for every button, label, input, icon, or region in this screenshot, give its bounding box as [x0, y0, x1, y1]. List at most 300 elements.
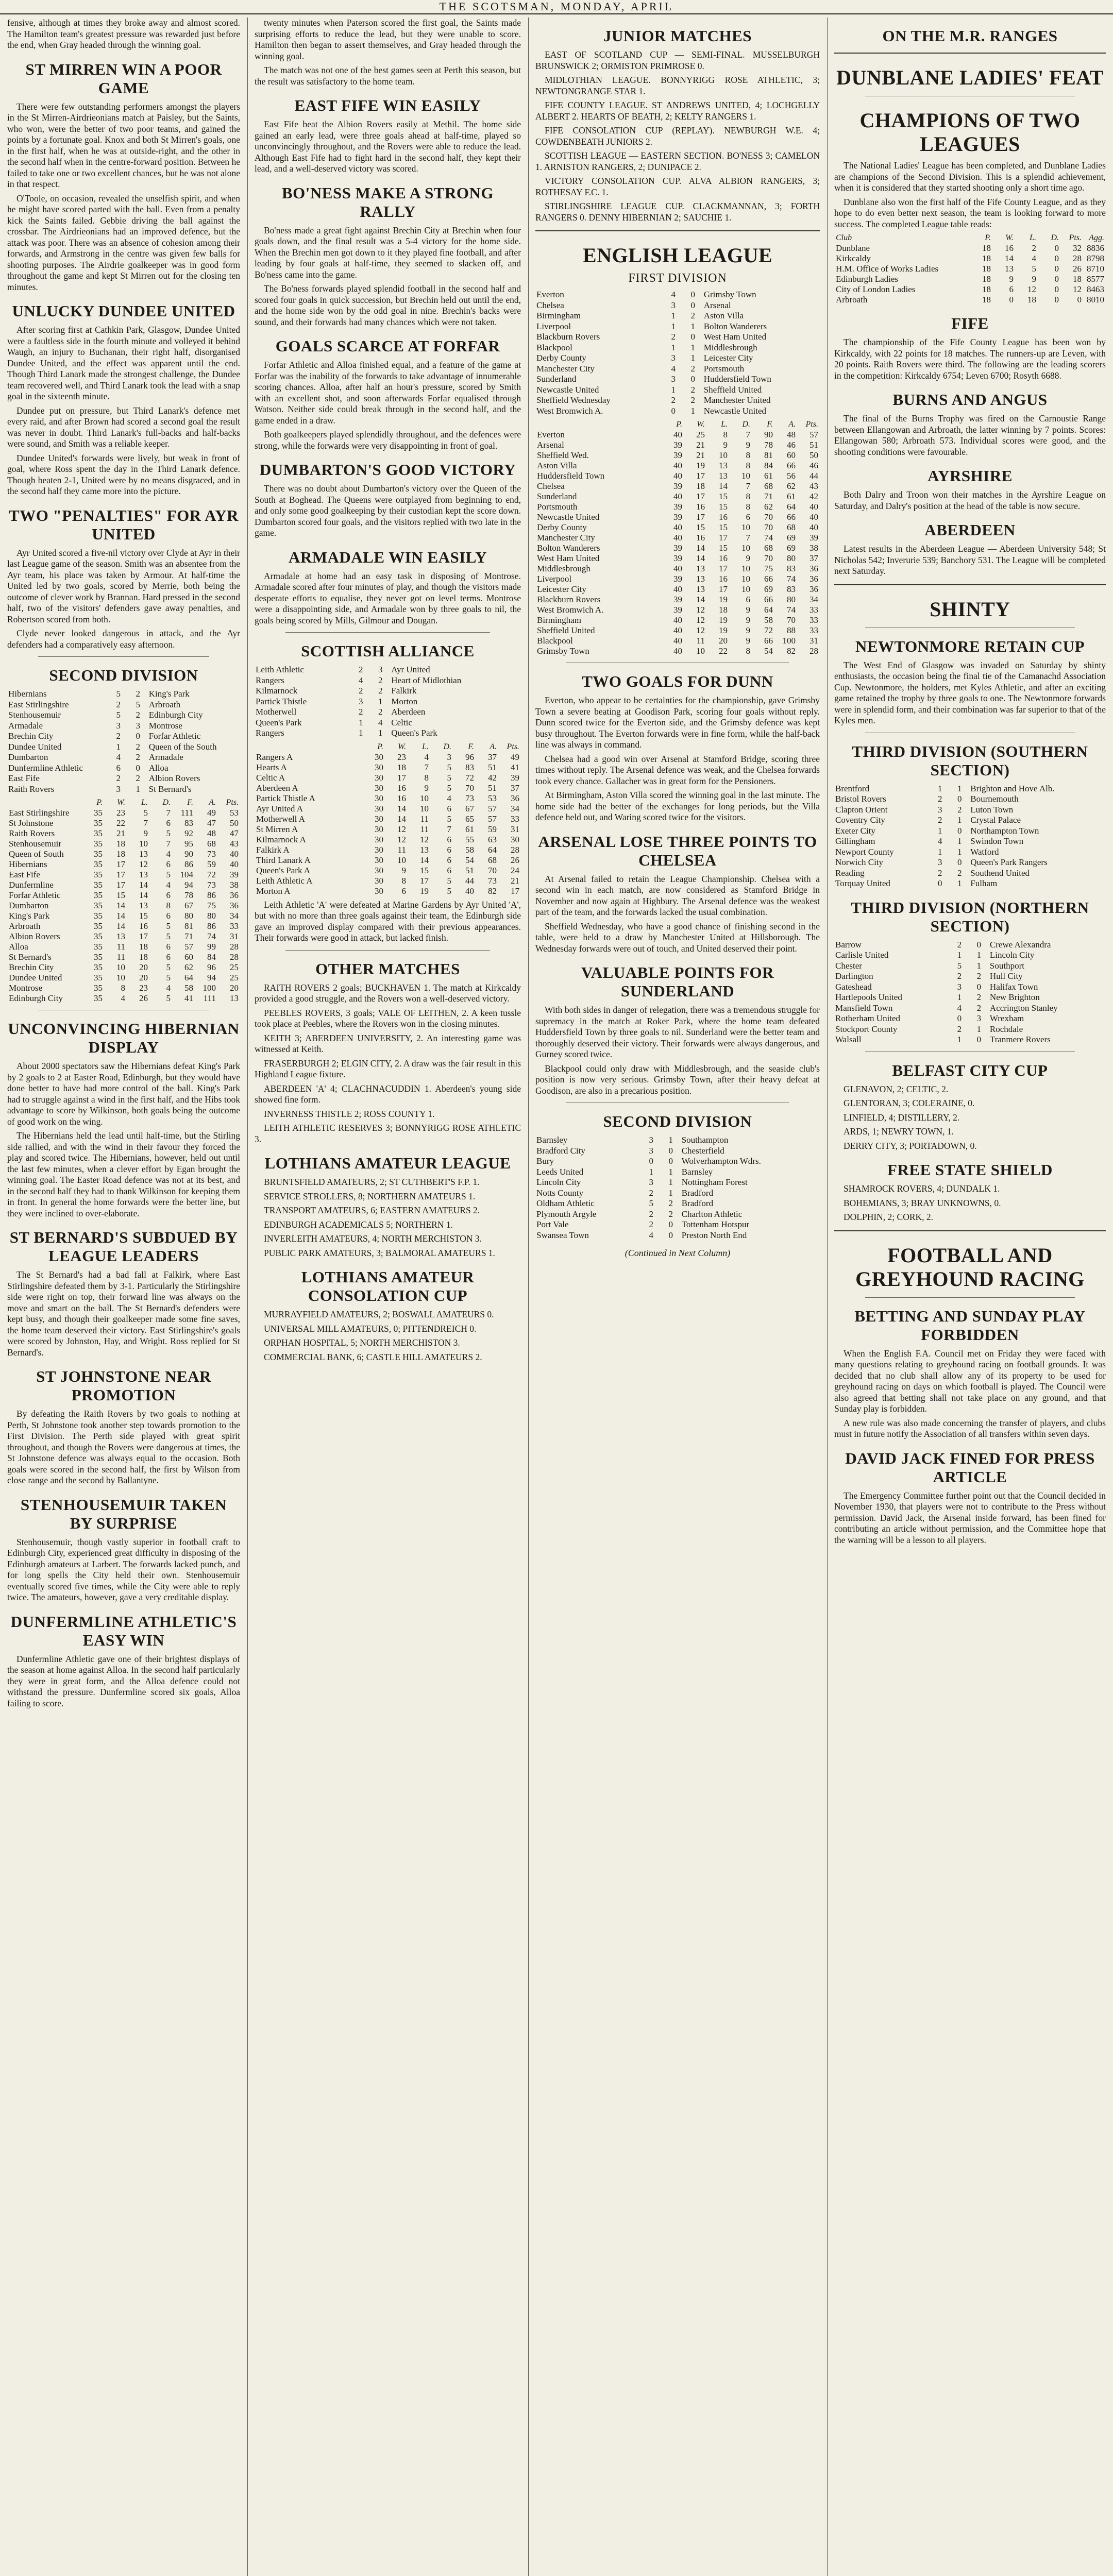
stat-cell: 8 [746, 492, 750, 501]
article-body [255, 18, 521, 87]
stat-cell: 66 [764, 595, 773, 604]
away-team: Bradford [681, 1198, 714, 1208]
table-row [535, 595, 820, 605]
score: 0 [668, 1219, 673, 1229]
stat-cell: 25 [230, 973, 239, 982]
score: 1 [671, 342, 676, 352]
stat-cell: 39 [673, 502, 682, 512]
score: 3 [671, 353, 676, 363]
score: 2 [938, 794, 942, 804]
stat-cell: 23 [139, 983, 148, 993]
result-row [255, 686, 521, 697]
score: 2 [938, 868, 942, 878]
stat-cell: 25 [230, 962, 239, 972]
article-paragraph: KEITH 3; ABERDEEN UNIVERSITY, 2. An interesting game was witnessed at Keith. [255, 1032, 521, 1054]
away-team: Luton Town [970, 804, 1014, 815]
stat-cell: 18 [982, 243, 991, 253]
article-paragraph: TRANSPORT AMATEURS, 6; EASTERN AMATEURS 2. [264, 1205, 480, 1215]
stat-cell: 8 [746, 502, 750, 512]
article-paragraph: Ayr United scored a five-nil victory over Clyde at Ayr in their last League game of the season. Smith was an absentee from the Ayr team, his place was taken by Armour. At half-time the United led by two goals, scored by Merrie, both being the outcome of clever work by Brannan. Hard pressed in the second half, two of the visitors' defenders gave away penalties, and Robertson scored from both. [7, 547, 240, 624]
home-team: East Fife [8, 773, 40, 783]
away-team: Fulham [970, 878, 998, 888]
article-paragraph: MURRAYFIELD AMATEURS, 2; BOSWALL AMATEURS 0. [264, 1309, 494, 1319]
article-paragraph: East Fife beat the Albion Rovers easily at Methil. The home side gained an early lead, were three goals ahead at half-time, played so unconvincingly throughout, and the Rovers were able to reduce the lead. Although East Fife had to fight hard in the second half, they kept their lead, and a well-deserved victory was scored. [255, 119, 521, 174]
score: 2 [976, 1003, 982, 1013]
table-row [7, 942, 240, 952]
stat-cell: 6 [166, 818, 171, 828]
stat-cell: 7 [746, 533, 750, 543]
article-body [255, 483, 521, 539]
results-table [7, 689, 240, 794]
home-team: Motherwell [256, 707, 297, 717]
stat-cell: 47 [207, 818, 216, 828]
club-name: Albion Rovers [9, 931, 60, 941]
stat-cell: 39 [230, 870, 239, 879]
article-paragraph: Dunfermline Athletic gave one of their brightest displays of the season at home against Alloa. In the second half particularly they were in great form, and the Alloa defence could not withstand the pressure. Dunfermline scored six goals, Alloa failing to score. [7, 1653, 240, 1708]
stat-cell: 5 [166, 973, 171, 982]
headline: BURNS AND ANGUS [892, 391, 1048, 409]
table-row [7, 993, 240, 1004]
stat-cell: 12 [696, 605, 705, 615]
column-header: D. [742, 420, 750, 429]
headline: ON THE M.R. RANGES [882, 27, 1058, 45]
stat-cell: 42 [488, 772, 497, 783]
article-paragraph: COMMERCIAL BANK, 6; CASTLE HILL AMATEURS 2. [264, 1351, 482, 1362]
stat-cell: 7 [143, 818, 148, 828]
article-paragraph: GLENAVON, 2; CELTIC, 2. [844, 1083, 949, 1094]
divider [285, 632, 490, 633]
score: 0 [957, 1013, 962, 1023]
away-team: Southport [989, 960, 1024, 971]
score: 5 [649, 1198, 653, 1208]
column-header [7, 798, 81, 808]
article-paragraph: Armadale at home had an easy task in disposing of Montrose. Armadale scored after four minutes of play, and though the visitors made desperate efforts to equalise, they never got on level terms. Montrose were a disappointing side, and Armadale won by three goals to nil, the goals being scored by Mills, Gilmour and Dougan. [255, 570, 521, 625]
league-heading: THIRD DIVISION (NORTHERN SECTION) [851, 898, 1089, 935]
column-header: D. [1051, 233, 1059, 242]
article-body [255, 900, 521, 944]
home-team: Leeds United [536, 1166, 584, 1177]
stat-cell: 13 [139, 849, 148, 859]
club-name: Aberdeen A [256, 783, 298, 793]
stat-cell: 13 [116, 931, 125, 941]
table-row [834, 274, 1106, 284]
score: 2 [668, 1198, 673, 1208]
table-row [535, 461, 820, 471]
home-team: Reading [835, 868, 865, 878]
stat-cell: 5 [447, 886, 451, 896]
stat-cell: 66 [787, 461, 796, 470]
stat-cell: 13 [1005, 264, 1014, 274]
article-paragraph: PEEBLES ROVERS, 3 goals; VALE OF LEITHEN, 2. A keen tussle took place at Peebles, where the Rovers won in the closing minutes. [255, 1007, 521, 1029]
stat-cell: 8836 [1087, 243, 1104, 253]
stat-cell: 66 [787, 512, 796, 522]
table-row [834, 253, 1106, 264]
article-body [255, 225, 521, 328]
stat-cell: 35 [94, 870, 103, 879]
results-table [535, 290, 820, 416]
stat-cell: 48 [787, 430, 796, 439]
stat-cell: 43 [230, 839, 239, 849]
stat-cell: 61 [787, 492, 796, 501]
stat-cell: 35 [94, 952, 103, 962]
stat-cell: 33 [230, 921, 239, 931]
away-team: Armadale [148, 752, 183, 762]
article-paragraph: MIDLOTHIAN LEAGUE. BONNYRIGG ROSE ATHLETIC, 3; NEWTONGRANGE STAR 1. [535, 75, 820, 96]
table-row [255, 855, 521, 866]
stat-cell: 40 [673, 492, 682, 501]
home-team: Bury [536, 1156, 554, 1166]
column-header: A. [788, 420, 796, 429]
score: 3 [938, 804, 942, 815]
score: 2 [359, 707, 363, 717]
league-heading: FIRST DIVISION [628, 272, 727, 285]
table-row [7, 911, 240, 921]
home-team: Barrow [835, 939, 862, 950]
score: 0 [136, 731, 140, 741]
stat-cell: 10 [741, 574, 750, 584]
article-paragraph: ABERDEEN 'A' 4; CLACHNACUDDIN 1. Aberdeen's young side showed fine form. [255, 1083, 521, 1105]
stat-cell: 73 [207, 849, 216, 859]
home-team: Rangers [256, 675, 284, 685]
stat-cell: 5 [166, 931, 171, 941]
stat-cell: 18 [397, 762, 406, 772]
league-heading: THIRD DIVISION (SOUTHERN SECTION) [852, 742, 1088, 779]
result-row [834, 982, 1106, 993]
result-row [7, 784, 240, 795]
home-team: Sunderland [536, 374, 577, 384]
stat-cell: 10 [741, 522, 750, 532]
stat-cell: 10 [420, 793, 429, 803]
result-row [834, 836, 1106, 847]
away-team: Brighton and Hove Alb. [970, 783, 1055, 793]
home-team: Everton [536, 290, 564, 299]
away-team: Aberdeen [391, 707, 426, 717]
result-row [535, 353, 820, 364]
headline: ABERDEEN [924, 521, 1016, 539]
stat-cell: 9 [746, 440, 750, 450]
stat-cell: 83 [787, 564, 796, 573]
score: 2 [378, 675, 383, 685]
stat-cell: 10 [741, 584, 750, 594]
score: 3 [649, 1135, 653, 1145]
article-body [535, 874, 820, 955]
stat-cell: 40 [673, 564, 682, 573]
home-team: Coventry City [835, 815, 885, 825]
club-name: Kilmarnock A [256, 834, 306, 844]
stat-cell: 84 [764, 461, 773, 470]
article-paragraph: SERVICE STROLLERS, 8; NORTHERN AMATEURS 1. [264, 1191, 476, 1201]
stat-cell: 13 [420, 844, 429, 855]
result-row [834, 847, 1106, 858]
article-paragraph: Everton, who appear to be certainties for the championship, gave Grimsby Town a severe beating at Goodison Park, scoring four goals without reply. Dunn scored twice for the Everton side, and the Grimsby defence was kept busy throughout. The Everton forwards were in fine form, while the half-back line was always in command. [535, 695, 820, 750]
article-body [834, 660, 1106, 726]
stat-cell: 30 [375, 783, 383, 793]
stat-cell: 36 [810, 564, 818, 573]
stat-cell: 49 [207, 808, 216, 818]
stat-cell: 36 [810, 584, 818, 594]
stat-cell: 104 [180, 870, 193, 879]
stat-cell: 7 [447, 824, 451, 834]
home-team: Raith Rovers [8, 784, 55, 794]
club-name: East Fife [9, 870, 40, 879]
away-team: Swindon Town [970, 836, 1024, 846]
score: 0 [690, 300, 695, 310]
score: 1 [976, 960, 982, 971]
stat-cell: 14 [397, 803, 406, 814]
stat-cell: 68 [787, 522, 796, 532]
table-row [255, 866, 521, 876]
club-name: Aston Villa [537, 461, 577, 470]
table-row [535, 543, 820, 553]
club-name: West Ham United [537, 553, 600, 563]
stat-cell: 35 [94, 962, 103, 972]
table-row [7, 931, 240, 942]
stat-cell: 14 [139, 880, 148, 890]
article-paragraph: About 2000 spectators saw the Hibernians defeat King's Park by 2 goals to 2 at Easter Road, Edinburgh, but they would have done better to have had more control of the ball. King's Park had to struggle against a wind in the first half, and the Hibs took advantage to score by Wilkinson, both goals being the outcome of good work on the wing. [7, 1061, 240, 1127]
result-row [7, 700, 240, 710]
stat-cell: 30 [375, 824, 383, 834]
stat-cell: 16 [719, 553, 728, 563]
away-team: Bournemouth [970, 794, 1019, 804]
article-paragraph: VICTORY CONSOLATION CUP. ALVA ALBION RANGERS, 3; ROTHESAY F.C. 1. [535, 176, 820, 197]
stat-cell: 12 [1073, 284, 1082, 294]
score: 0 [690, 290, 695, 299]
home-team: Hibernians [8, 689, 47, 699]
result-row [255, 665, 521, 675]
club-name: Kirkcaldy [836, 253, 871, 263]
stat-cell: 5 [166, 921, 171, 931]
stat-cell: 28 [230, 942, 239, 952]
article-paragraph: Stenhousemuir, though vastly superior in football craft to Edinburgh City, experienced great difficulty in disposing of the Edinburgh amateurs at Larbert. The forwards lacked punch, and for long spells the City held their own. Stenhousemuir eventually scored five times, while the City were able to reply twice. The amateurs, however, gave a very creditable display. [7, 1536, 240, 1602]
stat-cell: 73 [488, 875, 497, 886]
home-team: Chelsea [536, 300, 564, 310]
stat-cell: 35 [94, 890, 103, 900]
club-name: Third Lanark A [256, 855, 311, 865]
score: 0 [671, 405, 676, 416]
stat-cell: 90 [764, 430, 773, 439]
result-row [834, 868, 1106, 879]
away-team: Arsenal [703, 300, 731, 310]
club-name: Alloa [9, 942, 28, 952]
article-paragraph: GLENTORAN, 3; COLERAINE, 0. [844, 1098, 975, 1108]
article-paragraph: Dundee put on pressure, but Third Lanark's defence met every raid, and after Brown had scored a second goal the result was never in doubt. Third Lanark's full-backs and half-backs were sound, and Smith was a reliable keeper. [7, 405, 240, 449]
score: 2 [671, 395, 676, 405]
away-team: Charlton Athletic [681, 1209, 743, 1219]
home-team: Bradford City [536, 1145, 585, 1156]
stat-cell: 40 [673, 615, 682, 625]
away-team: Tottenham Hotspur [681, 1219, 750, 1229]
result-row [535, 364, 820, 375]
score: 1 [671, 321, 676, 331]
headline: NEWTONMORE RETAIN CUP [855, 637, 1085, 655]
stat-cell: 28 [810, 646, 818, 656]
stat-cell: 39 [810, 533, 818, 543]
score: 0 [957, 794, 962, 804]
stat-cell: 40 [673, 584, 682, 594]
column-header: Agg. [1089, 233, 1104, 242]
score: 1 [378, 728, 383, 738]
article-body [7, 101, 240, 293]
stat-cell: 35 [94, 839, 103, 849]
table-row [7, 880, 240, 890]
score: 1 [378, 696, 383, 706]
score: 2 [649, 1209, 653, 1219]
home-team: Sheffield Wednesday [536, 395, 611, 405]
stat-cell: 14 [116, 901, 125, 910]
divider [285, 950, 490, 951]
home-team: Blackpool [536, 342, 572, 352]
article-paragraph: DOLPHIN, 2; CORK, 2. [844, 1212, 934, 1222]
club-name: Dunblane [836, 243, 870, 253]
home-team: Birmingham [536, 311, 581, 320]
stat-cell: 82 [787, 646, 796, 656]
score: 1 [668, 1135, 673, 1145]
home-team: Walsall [835, 1035, 862, 1044]
score: 1 [690, 321, 695, 331]
stat-cell: 15 [719, 522, 728, 532]
score: 4 [378, 717, 383, 727]
stat-cell: 19 [719, 615, 728, 625]
score: 2 [976, 971, 982, 981]
score: 2 [690, 384, 695, 395]
club-name: Hibernians [9, 859, 47, 869]
article-paragraph: FIFE CONSOLATION CUP (REPLAY). NEWBURGH W.E. 4; COWDENBEATH JUNIORS 2. [535, 125, 820, 147]
club-name: East Stirlingshire [9, 808, 70, 818]
home-team: Stockport County [835, 1024, 898, 1034]
away-team: Nottingham Forest [681, 1177, 748, 1187]
stat-cell: 15 [139, 911, 148, 921]
table-row [834, 264, 1106, 274]
club-name: Newcastle United [537, 512, 600, 522]
stat-cell: 12 [397, 834, 406, 844]
article-body [7, 1269, 240, 1358]
table-row [535, 430, 820, 440]
result-row [255, 718, 521, 728]
stat-cell: 41 [184, 993, 193, 1003]
stat-cell: 16 [1005, 243, 1014, 253]
stat-cell: 64 [184, 973, 193, 982]
result-row [7, 752, 240, 763]
stat-cell: 7 [746, 430, 750, 439]
stat-cell: 8577 [1087, 274, 1104, 284]
article-paragraph: BRUNTSFIELD AMATEURS, 2; ST CUTHBERT'S F.P. 1. [264, 1177, 480, 1187]
stat-cell: 6 [166, 859, 171, 869]
stat-cell: 88 [787, 625, 796, 635]
stat-cell: 30 [375, 886, 383, 896]
table-row [7, 962, 240, 973]
score: 1 [938, 846, 942, 857]
stat-cell: 51 [488, 762, 497, 772]
stat-cell: 72 [207, 870, 216, 879]
result-row [255, 675, 521, 686]
stat-cell: 6 [447, 803, 451, 814]
headline: FIFE [951, 314, 989, 332]
result-row [834, 1013, 1106, 1024]
stat-cell: 78 [184, 890, 193, 900]
stat-cell: 9 [746, 553, 750, 563]
table-row [535, 553, 820, 564]
stat-cell: 38 [810, 543, 818, 553]
stat-cell: 39 [673, 574, 682, 584]
stat-cell: 7 [746, 481, 750, 491]
stat-cell: 9 [746, 615, 750, 625]
stat-cell: 0 [1077, 295, 1082, 304]
score: 2 [690, 363, 695, 374]
result-row [834, 878, 1106, 889]
away-team: Grimsby Town [703, 290, 756, 299]
club-name: Everton [537, 430, 565, 439]
article-paragraph: LINFIELD, 4; DISTILLERY, 2. [844, 1112, 960, 1123]
stat-cell: 26 [511, 855, 519, 865]
table-row [255, 793, 521, 804]
article-paragraph: EDINBURGH ACADEMICALS 5; NORTHERN 1. [264, 1219, 453, 1230]
article-paragraph: UNIVERSAL MILL AMATEURS, 0; PITTENDREICH 0. [264, 1323, 477, 1334]
stat-cell: 72 [465, 772, 474, 783]
divider [38, 656, 209, 657]
home-team: Lincoln City [536, 1177, 581, 1187]
away-team: Wrexham [989, 1013, 1024, 1023]
stat-cell: 35 [94, 921, 103, 931]
stat-cell: 30 [375, 803, 383, 814]
score: 2 [649, 1188, 653, 1198]
stat-cell: 78 [764, 440, 773, 450]
table-row [7, 952, 240, 962]
away-team: St Bernard's [148, 784, 192, 794]
article-paragraph: The match was not one of the best games seen at Perth this season, but the result was satisfactory to the home team. [255, 65, 521, 87]
stat-cell: 34 [810, 595, 818, 604]
league-table [255, 742, 521, 896]
score: 1 [359, 728, 363, 738]
club-name: Rangers A [256, 752, 293, 762]
result-row [535, 1219, 820, 1230]
stat-cell: 58 [764, 615, 773, 625]
table-row [255, 814, 521, 824]
article-paragraph: INVERNESS THISTLE 2; ROSS COUNTY 1. [264, 1108, 435, 1119]
article-body [7, 548, 240, 651]
result-row [834, 826, 1106, 837]
stat-cell: 86 [207, 890, 216, 900]
column-header: W. [117, 798, 125, 807]
stat-cell: 12 [397, 824, 406, 834]
away-team: Queen's Park Rangers [970, 857, 1048, 867]
stat-cell: 10 [741, 471, 750, 481]
table-row [7, 818, 240, 828]
result-row [535, 321, 820, 332]
stat-cell: 18 [982, 295, 991, 304]
stat-cell: 12 [139, 859, 148, 869]
stat-cell: 64 [488, 844, 497, 855]
stat-cell: 17 [116, 880, 125, 890]
table-row [535, 636, 820, 646]
headline: GOALS SCARCE AT FORFAR [275, 337, 500, 355]
score: 4 [938, 836, 942, 846]
stat-cell: 33 [511, 814, 519, 824]
stat-cell: 35 [94, 931, 103, 941]
stat-cell: 13 [719, 461, 728, 470]
article-body [7, 1061, 240, 1219]
score: 1 [690, 405, 695, 416]
away-team: Falkirk [391, 686, 417, 696]
table-row [535, 533, 820, 543]
stat-cell: 6 [166, 952, 171, 962]
stat-cell: 10 [741, 564, 750, 573]
article-body [535, 695, 820, 823]
result-row [834, 992, 1106, 1003]
stat-cell: 9 [143, 828, 148, 838]
stat-cell: 4 [121, 993, 125, 1003]
score: 0 [957, 857, 962, 867]
stat-cell: 30 [511, 834, 519, 844]
